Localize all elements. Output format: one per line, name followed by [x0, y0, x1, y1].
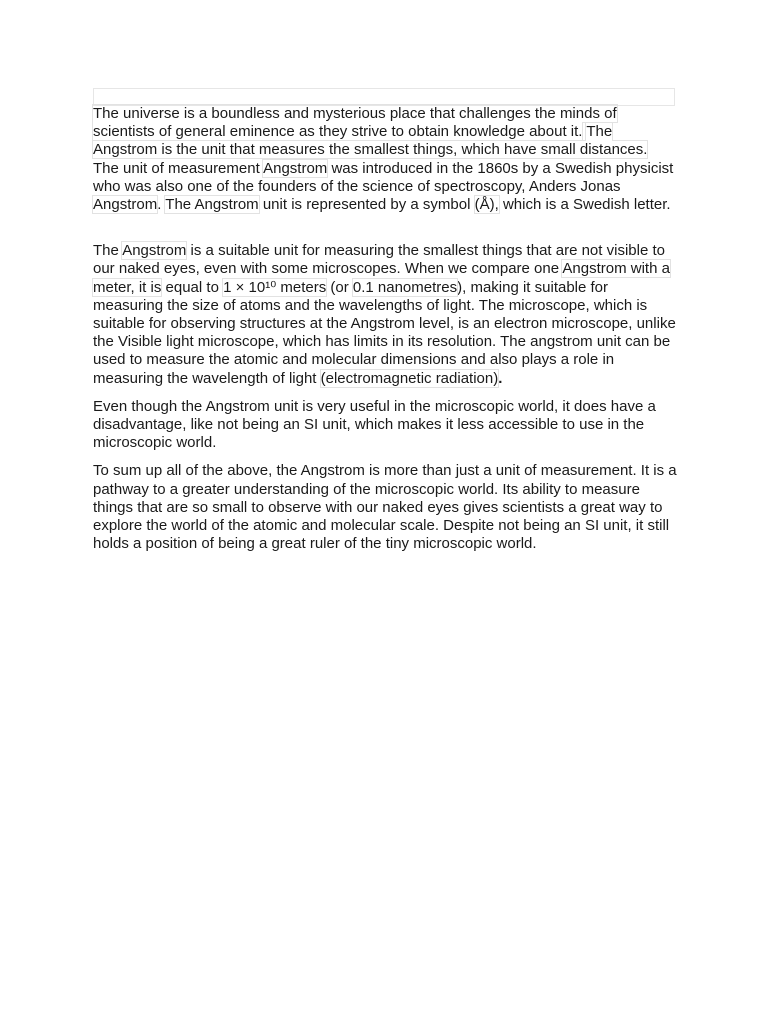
paragraph-2 — [93, 242, 677, 388]
text-run: ), making it suitable for measuring the size of atoms and the wavelengths of light. The microscope, which is suitable for observing structures at the Angstrom level, is an electron microscope, unlike the Visible light microscope, which has limits in its resolution. The angstrom unit can be used to measure the atomic and molecular dimensions and also plays a role in measuring the wavelength of light — [93, 278, 676, 387]
term-angstrom: Angstrom — [122, 242, 187, 260]
symbol-angstrom: (Å), — [474, 196, 499, 214]
sentence-4-middle: unit is represented by a symbol — [258, 196, 475, 214]
document-body — [93, 105, 677, 553]
text-run: equal to — [161, 278, 224, 296]
value-nanometres: 0.1 nanometres — [352, 278, 458, 296]
term-angstrom: Angstrom — [263, 159, 328, 177]
sentence-1: The universe is a boundless and mysterious place that challenges the minds of scientists of general eminence as they strive to obtain knowledge about it. — [93, 105, 617, 141]
paragraph-3: Even though the Angstrom unit is very useful in the microscopic world, it does have a disadvantage, like not being an SI unit, which makes it less accessible to use in the microscopic world. — [93, 397, 656, 452]
text-run: The — [93, 242, 123, 260]
text-run: is a suitable unit for measuring the smallest things that are not visible to our naked eyes, even with some microscopes. When we compare one — [93, 242, 665, 278]
sentence-3-start: The unit of measurement — [93, 159, 264, 177]
period: . — [498, 369, 503, 387]
term-angstrom: Angstrom — [93, 196, 158, 214]
sentence-3-end: . — [157, 196, 162, 214]
text-run: (or — [326, 278, 353, 296]
comparison-phrase: Angstrom with a meter, it is — [93, 260, 670, 296]
sentence-2: The Angstrom is the unit that measures the smallest things, which have small distances. — [93, 123, 648, 159]
paragraph-1 — [93, 105, 677, 214]
sentence-3-middle: was introduced in the 1860s by a Swedish physicist who was also one of the founders of the science of spectroscopy, Anders Jonas — [93, 159, 674, 195]
value-meters: 1 × 10¹⁰ meters — [223, 278, 327, 296]
term-electromagnetic-radiation: (electromagnetic radiation) — [320, 369, 499, 387]
term-the-angstrom: The Angstrom — [165, 196, 259, 214]
sentence-4-end: which is a Swedish letter. — [498, 196, 671, 214]
document-title-field[interactable] — [93, 88, 675, 106]
paragraph-4: To sum up all of the above, the Angstrom is more than just a unit of measurement. It is a pathway to a greater understanding of the microscopic world. Its ability to measure things that are so small to observe with our naked eyes gives scientists a great way to explore the world of the atomic and molecular scale. Despite not being an SI unit, it still holds a position of being a great ruler of the tiny microscopic world. — [93, 462, 677, 553]
